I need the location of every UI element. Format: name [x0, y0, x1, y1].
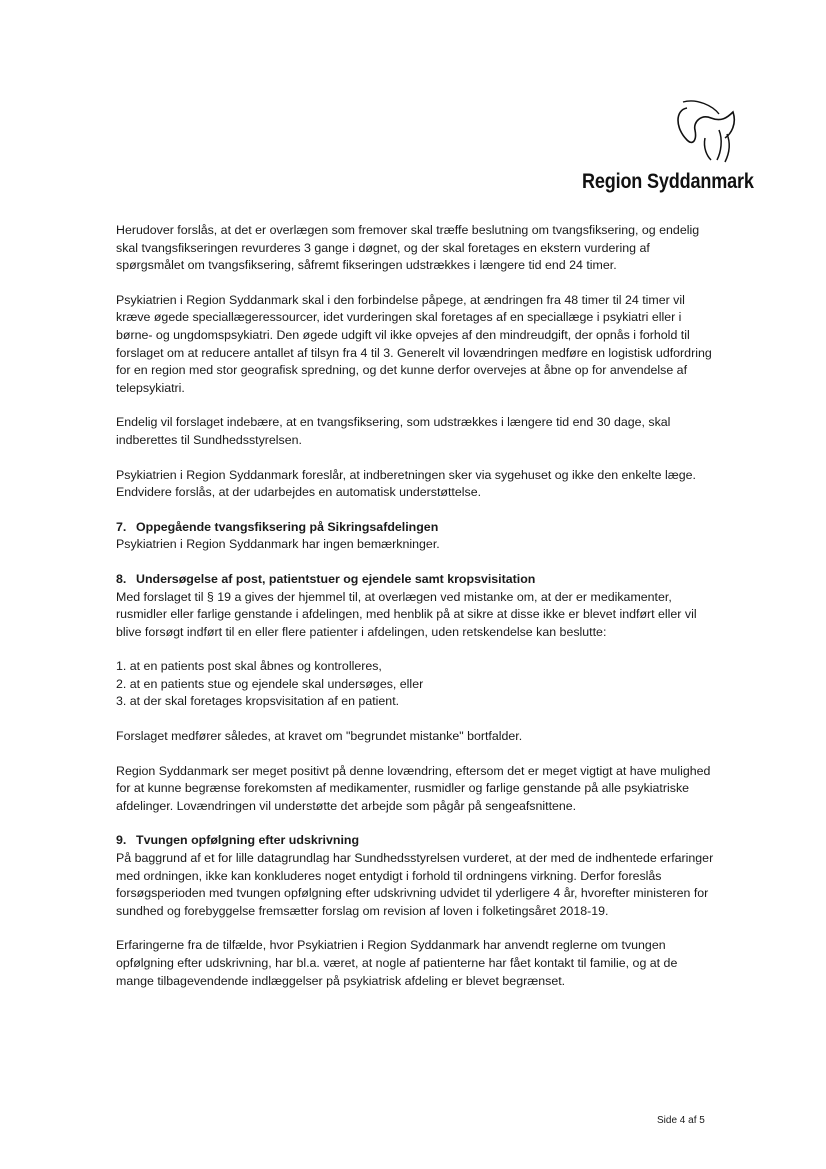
page-number: Side 4 af 5: [657, 1115, 705, 1126]
section-heading-9: 9. Tvungen opfølgning efter udskrivning: [116, 833, 360, 848]
region-logo: [582, 100, 764, 196]
paragraph: Region Syddanmark ser meget positivt på denne lovændring, eftersom det er meget vigtigt at have mulighed for at kunne begrænse forekomsten af medikamenter, rusmidler og farlige genstande på alle psykiatriske afdelinger. Lovændringen vil understøtte det arbejde som pågår på sengeafsnittene.: [116, 763, 711, 813]
region-logo-icon: [667, 100, 747, 168]
paragraph: Forslaget medfører således, at kravet om "begrundet mistanke" bortfalder.: [116, 729, 523, 744]
paragraph: Endelig vil forslaget indebære, at en tvangsfiksering, som udstrækkes i længere tid end 30 dage, skal indberettes til Sundhedsstyrelsen.: [116, 415, 671, 447]
numbered-list: [116, 658, 716, 711]
paragraph: På baggrund af et for lille datagrundlag har Sundhedsstyrelsen vurderet, at der med de indhentede erfaringer med ordningen, ikke kan konkluderes noget entydigt i forhold til ordningens virkning. Derfor foreslås forsøgsperioden med tvungen opfølgning efter udskrivning udvidet til yderligere 4 år, hvorefter ministeren for sundhed og forebyggelse fremsætter forslag om revision af loven i folketingsåret 2018-19.: [116, 851, 714, 918]
list-item: 1. at en patients post skal åbnes og kontrolleres,: [116, 659, 382, 674]
paragraph: Med forslaget til § 19 a gives der hjemmel til, at overlægen ved mistanke om, at der er medikamenter, rusmidler eller farlige genstande i afdelingen, med henblik på at sikre at disse ikke er blevet indført eller vil blive forsøgt indført til en eller flere patienter i afdelingen, uden retskendelse kan beslutte:: [116, 589, 697, 639]
list-item: 3. at der skal foretages kropsvisitation af en patient.: [116, 694, 400, 709]
paragraph: Psykiatrien i Region Syddanmark foreslår, at indberetningen sker via sygehuset og ikke den enkelte læge. Endvidere forslås, at der udarbejdes en automatisk understøttelse.: [116, 467, 696, 500]
list-item: 2. at en patients stue og ejendele skal undersøges, eller: [116, 676, 424, 691]
section-heading-7: 7. Oppegående tvangsfiksering på Sikringsafdelingen: [116, 519, 439, 534]
brand-name: Region Syddanmark: [582, 170, 754, 193]
paragraph: Psykiatrien i Region Syddanmark skal i den forbindelse påpege, at ændringen fra 48 timer til 24 timer vil kræve øgede speciallægeressourcer, idet vurderingen skal foretages af en speciallæge i psykiatri eller i børne- og ungdomspsykiatri. Den øgede udgift vil ikke opvejes af den mindreudgift, der opnås i forhold til forslaget om at reducere antallet af tilsyn fra 4 til 3. Generelt vil lovændringen medføre en logistisk udfordring for en region med stor geografisk spredning, og det kunne derfor overvejes at åbne op for anvendelse af telepsykiatri.: [116, 292, 712, 395]
document-body: [116, 222, 716, 1007]
paragraph: Herudover forslås, at det er overlægen som fremover skal træffe beslutning om tvangsfiksering, og endelig skal tvangsfikseringen revurderes 3 gange i døgnet, og der skal foretages en ekstern vurdering af spørgsmålet om tvangsfiksering, såfremt fikseringen udstrækkes i længere tid end 24 timer.: [116, 223, 700, 273]
paragraph: Erfaringerne fra de tilfælde, hvor Psykiatrien i Region Syddanmark har anvendt reglerne om tvungen opfølgning efter udskrivning, har bl.a. været, at nogle af patienterne har fået kontakt til familie, og at de mange tilbagevendende indlæggelser på psykiatrisk afdeling er blevet begrænset.: [116, 938, 678, 988]
paragraph: Psykiatrien i Region Syddanmark har ingen bemærkninger.: [116, 537, 440, 552]
section-heading-8: 8. Undersøgelse af post, patientstuer og ejendele samt kropsvisitation: [116, 571, 536, 586]
